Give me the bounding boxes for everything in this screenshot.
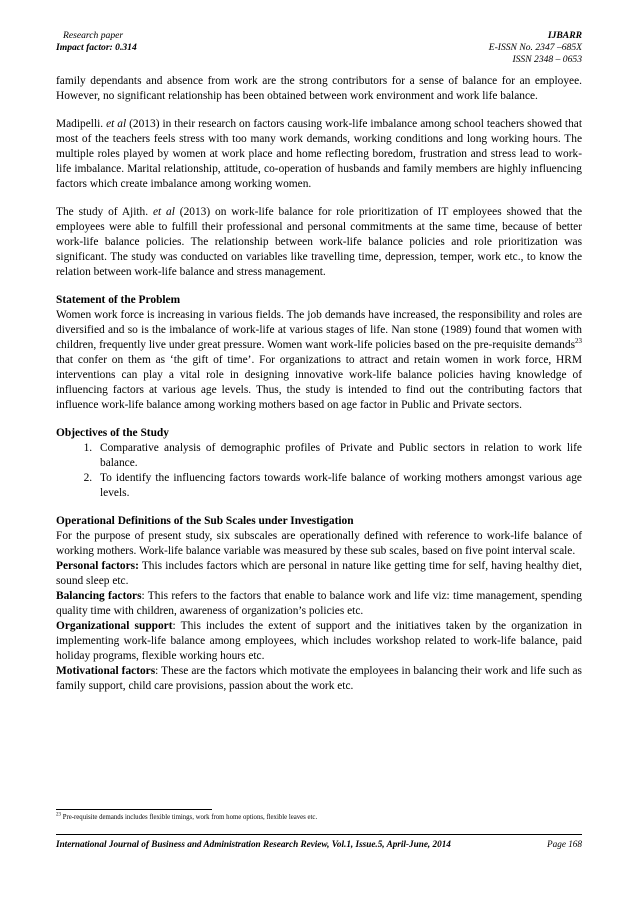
heading-operational-definitions: Operational Definitions of the Sub Scales under Investigation (56, 515, 354, 527)
paragraph-continuation: family dependants and absence from work are the strong contributors for a sense of balance for an employee. However, no significant relationship has been obtained between work environment and work life balance. (56, 75, 582, 102)
paragraph-ajith (56, 205, 582, 280)
header-impact-factor: Impact factor: 0.314 (56, 42, 137, 53)
definition-personal (56, 559, 582, 589)
header-issn: ISSN 2348 – 0653 (512, 54, 582, 65)
text-run: (2013) on work-life balance for role prioritization of IT employees showed that the employees were able to fulfill their professional and personal commitments at the same time, because of better work-life balance policies. The relationship between work-life balance policies and role prioritization was significant. The study was conducted on variables like travelling time, depression, temper, work etc., to know the relation between work-life balance and stress management. (56, 206, 583, 278)
footer-rule (56, 834, 582, 835)
footnote-number: 23 (56, 812, 61, 818)
page (56, 30, 582, 694)
list-item: 1. Comparative analysis of demographic profiles of Private and Public sectors in relation to work life balance. (95, 441, 582, 471)
text-run: This includes factors which are personal in nature like getting time for self, having healthy diet, sound sleep etc. (56, 560, 583, 587)
running-footer (56, 838, 582, 850)
et-al: et al (152, 206, 175, 218)
text-run: Women work force is increasing in various fields. The job demands have increased, the responsibility and roles are diversified and so is the imbalance of work-life at various stages of life. Nan stone (1989) found that women with children, frequently live under great pressure. Women want work-life policies based on the pre-requisite demands (56, 309, 582, 351)
running-header (56, 30, 582, 74)
footnote-rule (56, 809, 212, 810)
header-eissn: E-ISSN No. 2347 –685X (488, 42, 582, 53)
text-run: : This includes the extent of support and the initiatives taken by the organization in implementing work-life balance among employees, which includes workshop related to work-life balance, paid holiday programs, flexible working hours etc. (56, 620, 582, 662)
paragraph-problem (56, 308, 582, 413)
et-al: et al (106, 118, 127, 130)
heading-statement-of-problem: Statement of the Problem (56, 294, 181, 306)
definition-balancing (56, 589, 582, 619)
term: Personal factors: (56, 560, 139, 572)
term: Motivational factors (56, 665, 156, 677)
header-right (489, 30, 582, 66)
paragraph-madipelli (56, 117, 582, 192)
text-run: The study of Ajith. (56, 206, 153, 218)
text-run: that confer on them as ‘the gift of time’. For organizations to attract and retain women in work force, HRM interventions can play a vital role in designing innovative work-life balance policies having knowledge of influencing factors at various age levels. Thus, the study is intended to find out the contributing factors that influence work-life balance among working mothers based on age factor in Public and Private sectors. (56, 354, 582, 411)
list-item: 2. To identify the influencing factors towards work-life balance of working mothers amongst various age levels. (95, 471, 582, 501)
text-run: : These are the factors which motivate the employees in balancing their work and life such as family support, child care provisions, passion about the work etc. (56, 665, 582, 692)
paragraph-definitions-intro: For the purpose of present study, six subscales are operationally defined with reference to work-life balance of working mothers. Work-life balance variable was measured by these sub scales, based on five point interval scale. (56, 530, 582, 557)
footnote-ref[interactable]: 23 (575, 337, 582, 346)
definition-organizational (56, 619, 582, 664)
heading-objectives: Objectives of the Study (56, 427, 169, 439)
term: Balancing factors (56, 590, 142, 602)
footnote-text: Pre-requisite demands includes flexible timings, work from home options, flexible leaves etc. (61, 814, 318, 821)
header-left (56, 30, 137, 54)
page-number: Page 168 (547, 839, 582, 849)
objectives-list (56, 441, 582, 501)
header-paper-type: Research paper (63, 30, 124, 41)
text-run: (2013) in their research on factors causing work-life imbalance among school teachers showed that most of the teachers feels stress with too many work demands, working conditions and long working hours. The multiple roles played by women at work place and home reflecting boredom, frustration and stress lead to work-life imbalance. Marital relationship, attitude, co-operation of husbands and family members are highly influencing factors which create imbalance among working women. (56, 118, 582, 190)
footer-journal: International Journal of Business and Administration Research Review, Vol.1, Issue.5, April-June, 2014 (56, 839, 451, 849)
term: Organizational support (56, 620, 173, 632)
text-run: Madipelli. (56, 118, 107, 130)
header-journal-abbrev: IJBARR (547, 30, 582, 41)
text-run: : This refers to the factors that enable to balance work and life viz: time management, spending quality time with children, awareness of organization’s policies etc. (56, 590, 582, 617)
article-body (56, 74, 582, 694)
definition-motivational (56, 664, 582, 694)
footnote (56, 813, 317, 822)
